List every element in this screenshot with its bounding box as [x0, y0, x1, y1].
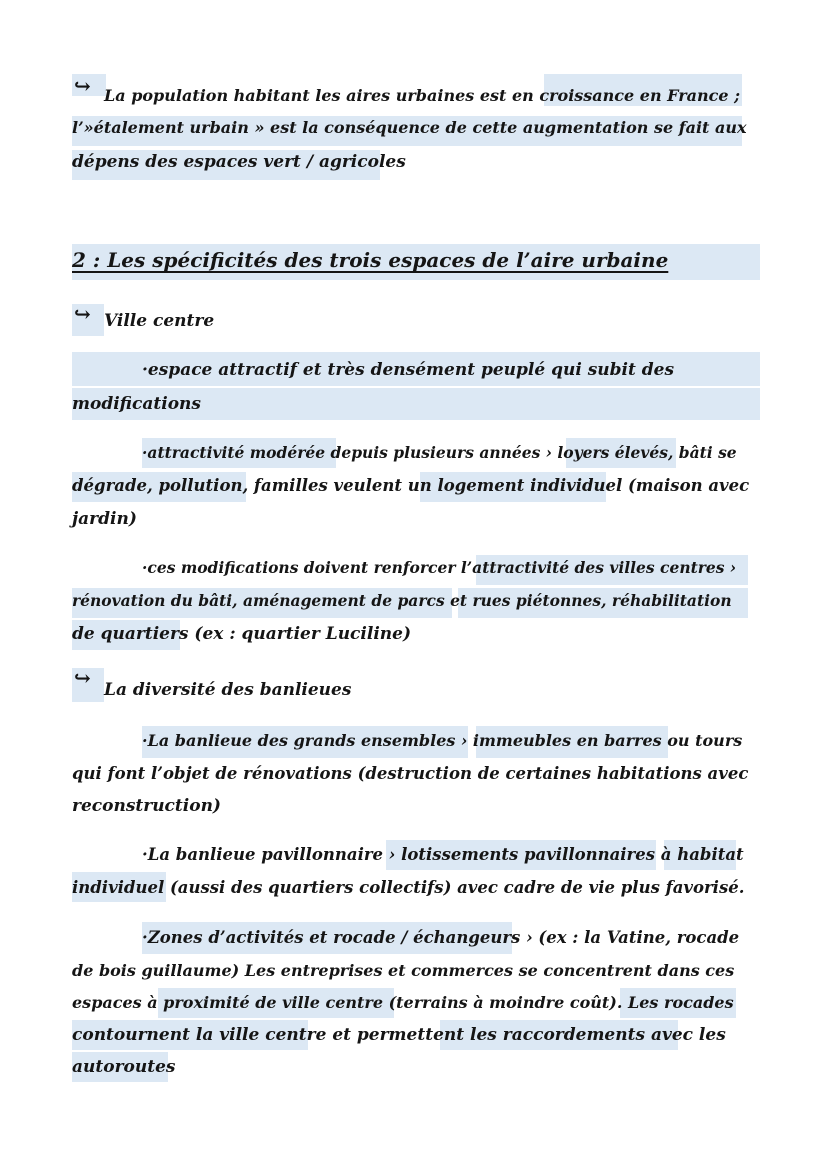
arrow-icon: ↪ [74, 666, 91, 690]
banlieues-p3-line-5: autoroutes [72, 1057, 176, 1077]
ville-centre-p2-line-2: dégrade, pollution, familles veulent un logement individuel (maison avec [72, 476, 750, 495]
ville-centre-p3-line-3: de quartiers (ex : quartier Luciline) [72, 624, 411, 644]
banlieues-p3-line-4: contournent la ville centre et permettent les raccordements avec les [72, 1025, 726, 1045]
intro-line-1: La population habitant les aires urbaines est en croissance en France ; [104, 86, 741, 105]
ville-centre-p3-line-1: ·ces modifications doivent renforcer l’attractivité des villes centres › [142, 558, 737, 577]
ville-centre-p3-line-2: rénovation du bâti, aménagement de parcs et rues piétonnes, réhabilitation [72, 591, 732, 610]
banlieues-p3-line-1: ·Zones d’activités et rocade / échangeurs › (ex : la Vatine, rocade [142, 928, 740, 947]
banlieues-p3-line-2: de bois guillaume) Les entreprises et commerces se concentrent dans ces [72, 961, 735, 980]
banlieues-p2-line-1: ·La banlieue pavillonnaire › lotissements pavillonnaires à habitat [142, 845, 744, 864]
banlieues-p1-line-2: qui font l’objet de rénovations (destruction de certaines habitations avec [72, 764, 749, 783]
banlieues-p1-line-1: ·La banlieue des grands ensembles › immeubles en barres ou tours [142, 731, 743, 750]
intro-line-3: dépens des espaces vert / agricoles [72, 152, 406, 172]
intro-line-2: l’»étalement urbain » est la conséquence de cette augmentation se fait aux [72, 118, 747, 137]
section-heading: 2 : Les spécificités des trois espaces de l’aire urbaine [72, 248, 669, 272]
arrow-icon: ↪ [74, 302, 91, 326]
banlieues-p1-line-3: reconstruction) [72, 796, 221, 816]
banlieues-title: La diversité des banlieues [104, 680, 352, 700]
ville-centre-p1-line-2: modifications [72, 394, 201, 414]
arrow-icon: ↪ [74, 74, 91, 98]
ville-centre-title: Ville centre [104, 311, 215, 331]
banlieues-p2-line-2: individuel (aussi des quartiers collectifs) avec cadre de vie plus favorisé. [72, 878, 745, 897]
ville-centre-p1-line-1: ·espace attractif et très densément peuplé qui subit des [142, 360, 675, 380]
ville-centre-p2-line-3: jardin) [72, 509, 137, 529]
banlieues-p3-line-3: espaces à proximité de ville centre (terrains à moindre coût). Les rocades [72, 993, 734, 1012]
ville-centre-p2-line-1: ·attractivité modérée depuis plusieurs années › loyers élevés, bâti se [142, 443, 737, 462]
